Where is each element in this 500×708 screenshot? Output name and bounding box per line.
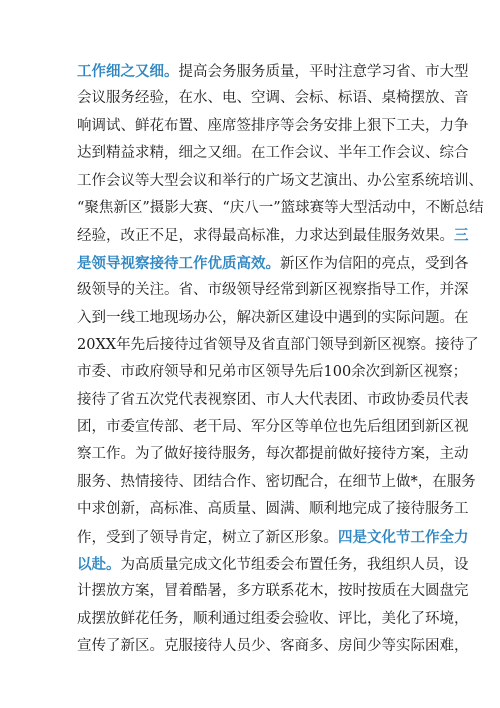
body-text-segment: 宣传了新区。克服接待人员少、客商多、房间少等实际困难， bbox=[77, 638, 469, 655]
text-line bbox=[77, 168, 483, 195]
body-text-segment: “聚焦新区”摄影大赛、“庆八一”篮球赛等大型活动中，不断总结 bbox=[77, 199, 484, 216]
text-line bbox=[77, 250, 469, 277]
body-text-segment: 响调试、鲜花布置、座席签排序等会务安排上狠下工夫，力争 bbox=[77, 117, 469, 134]
text-line bbox=[77, 633, 469, 660]
body-text-segment: 经验，改正不足，求得最高标准，力求达到最佳服务效果。 bbox=[77, 228, 454, 245]
body-text bbox=[77, 58, 484, 661]
highlighted-heading: 四是文化节工作全力 bbox=[338, 528, 469, 546]
text-line bbox=[77, 441, 469, 468]
body-text-segment: 为高质量完成文化节组委会布置任务，我组织人员，设 bbox=[120, 557, 469, 574]
body-text-segment: 工作会议等大型会议和举行的广场文艺演出、办公室系统培训、 bbox=[77, 172, 483, 189]
highlighted-heading: 以赴。 bbox=[77, 556, 121, 574]
body-text-segment: 成摆放鲜花任务，顺利通过组委会验收、评比，美化了环境， bbox=[77, 610, 469, 627]
text-line bbox=[77, 113, 469, 140]
highlighted-heading: 是领导视察接待工作优质高效。 bbox=[77, 254, 280, 272]
text-line bbox=[77, 140, 469, 167]
text-line bbox=[77, 414, 469, 441]
text-line bbox=[77, 524, 469, 551]
body-text-segment: 服务、热情接待、团结合作、密切配合，在细节上做*，在服务 bbox=[77, 473, 476, 490]
highlighted-heading: 三 bbox=[454, 227, 469, 245]
body-text-segment: 接待了省五次党代表视察团、市人大代表团、市政协委员代表 bbox=[77, 391, 469, 408]
body-text-segment: 察工作。为了做好接待服务，每次都提前做好接待方案，主动 bbox=[77, 446, 469, 463]
text-line bbox=[77, 469, 476, 496]
text-line bbox=[77, 551, 469, 578]
body-text-segment: 中求创新，高标准、高质量、圆满、顺利地完成了接待服务工 bbox=[77, 501, 469, 518]
body-text-segment: 团，市委宣传部、老干局、军分区等单位也先后组团到新区视 bbox=[77, 419, 469, 436]
body-text-segment: 提高会务服务质量，平时注意学习省、市大型 bbox=[178, 64, 469, 80]
text-line bbox=[77, 332, 479, 359]
text-line bbox=[77, 496, 469, 523]
body-text-segment: 市委、市政府领导和兄弟市区领导先后100余次到新区视察； bbox=[77, 364, 468, 381]
highlighted-heading: 工作细之又细。 bbox=[77, 63, 179, 80]
text-line bbox=[77, 606, 469, 633]
text-line bbox=[77, 58, 469, 85]
text-line bbox=[77, 359, 468, 386]
body-text-segment: 级领导的关注。省、市级领导经常到新区视察指导工作，并深 bbox=[77, 282, 469, 299]
body-text-segment: 作，受到了领导肯定，树立了新区形象。 bbox=[77, 529, 338, 546]
text-line bbox=[77, 387, 469, 414]
text-line bbox=[77, 305, 469, 332]
text-line bbox=[77, 222, 469, 249]
body-text-segment: 入到一线工地现场办公，解决新区建设中遇到的实际问题。在 bbox=[77, 309, 469, 326]
body-text-segment: 计摆放方案，冒着酷暑，多方联系花木，按时按质在大圆盘完 bbox=[77, 583, 469, 600]
text-line bbox=[77, 85, 469, 112]
text-line bbox=[77, 578, 469, 605]
body-text-segment: 20XX年先后接待过省领导及省直部门领导到新区视察。接待了 bbox=[77, 336, 479, 353]
body-text-segment: 新区作为信阳的亮点，受到各 bbox=[280, 255, 469, 272]
text-line bbox=[77, 195, 484, 222]
text-line bbox=[77, 277, 469, 304]
body-text-segment: 会议服务经验，在水、电、空调、会标、标语、桌椅摆放、音 bbox=[77, 90, 469, 107]
body-text-segment: 达到精益求精，细之又细。在工作会议、半年工作会议、综合 bbox=[77, 145, 469, 162]
